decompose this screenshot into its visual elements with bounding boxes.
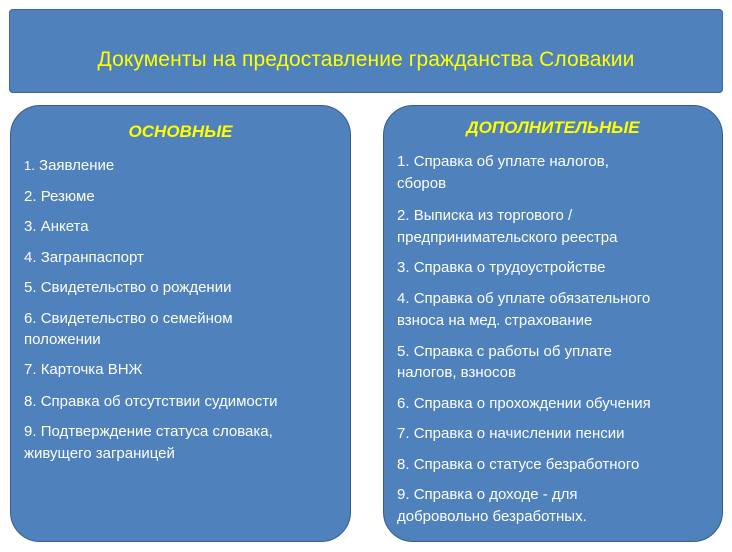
additional-item-3 xyxy=(397,257,605,278)
main-item-7 xyxy=(24,359,142,380)
page-title: Документы на предоставление гражданства Словакии xyxy=(97,48,635,71)
additional-item-8 xyxy=(397,454,639,475)
additional-documents-heading: ДОПОЛНИТЕЛЬНЫЕ xyxy=(466,118,640,137)
main-item-9-text-line2: живущего заграницей xyxy=(24,445,175,462)
additional-item-4-continuation xyxy=(397,310,592,331)
additional-item-1-text: Справка об уплате налогов, xyxy=(413,153,609,170)
additional-item-8-text: Справка о статусе безработного xyxy=(413,456,640,473)
additional-item-7-text: Справка о начислении пенсии xyxy=(413,425,625,442)
additional-item-4 xyxy=(397,288,650,309)
additional-item-7 xyxy=(397,423,625,444)
main-item-2 xyxy=(24,186,95,207)
main-item-7-number: 7. xyxy=(24,361,37,378)
main-item-4 xyxy=(24,247,144,268)
additional-item-6-number: 6. xyxy=(397,395,410,412)
additional-item-9-continuation xyxy=(397,506,587,527)
additional-item-9 xyxy=(397,484,578,505)
additional-item-8-number: 8. xyxy=(397,456,410,473)
additional-item-5-text-line2: налогов, взносов xyxy=(397,364,516,381)
additional-item-4-number: 4. xyxy=(397,290,410,307)
additional-item-9-number: 9. xyxy=(397,486,410,503)
main-item-8-text: Справка об отсутствии судимости xyxy=(40,393,278,410)
additional-item-1-number: 1. xyxy=(397,153,410,170)
main-item-9-text: Подтверждение статуса словака, xyxy=(40,423,273,440)
additional-item-1 xyxy=(397,151,609,172)
main-item-4-text: Загранпаспорт xyxy=(40,249,144,266)
additional-item-4-text: Справка об уплате обязательного xyxy=(413,290,651,307)
additional-item-1-text-line2: сборов xyxy=(397,175,447,192)
main-item-3-number: 3. xyxy=(24,218,37,235)
additional-item-9-text: Справка о доходе - для xyxy=(413,486,578,503)
main-item-6-text: Свидетельство о семейном xyxy=(40,310,233,327)
main-item-8-number: 8. xyxy=(24,393,37,410)
additional-item-6 xyxy=(397,393,651,414)
main-item-5-text: Свидетельство о рождении xyxy=(40,279,232,296)
additional-item-2-text: Выписка из торгового / xyxy=(413,207,573,224)
additional-item-6-text: Справка о прохождении обучения xyxy=(413,395,651,412)
additional-item-5-continuation xyxy=(397,362,516,383)
additional-item-1-continuation xyxy=(397,173,446,194)
additional-item-3-text: Справка о трудоустройстве xyxy=(413,259,606,276)
main-documents-heading: ОСНОВНЫЕ xyxy=(128,122,233,141)
additional-item-2-continuation xyxy=(397,227,617,248)
additional-item-2-number: 2. xyxy=(397,207,410,224)
main-item-6-continuation xyxy=(24,329,101,350)
main-item-8 xyxy=(24,391,278,412)
additional-item-5-text: Справка с работы об уплате xyxy=(413,343,613,360)
main-item-6-text-line2: положении xyxy=(24,331,101,348)
main-item-1 xyxy=(24,155,114,176)
main-documents-panel xyxy=(10,105,351,542)
additional-item-3-number: 3. xyxy=(397,259,410,276)
main-item-6-number: 6. xyxy=(24,310,37,327)
main-item-3-text: Анкета xyxy=(40,218,89,235)
additional-item-5-number: 5. xyxy=(397,343,410,360)
additional-item-2 xyxy=(397,205,572,226)
additional-item-5 xyxy=(397,341,612,362)
main-item-1-number: 1. xyxy=(24,158,35,173)
main-item-9-number: 9. xyxy=(24,423,37,440)
main-item-4-number: 4. xyxy=(24,249,37,266)
additional-documents-panel xyxy=(383,105,723,542)
additional-item-2-text-line2: предпринимательского реестра xyxy=(397,229,618,246)
additional-item-9-text-line2: добровольно безработных. xyxy=(397,508,587,525)
additional-item-4-text-line2: взноса на мед. страхование xyxy=(397,312,593,329)
main-item-2-number: 2. xyxy=(24,188,37,205)
main-item-7-text: Карточка ВНЖ xyxy=(40,361,143,378)
main-item-2-text: Резюме xyxy=(40,188,95,205)
main-item-5-number: 5. xyxy=(24,279,37,296)
main-item-1-text: Заявление xyxy=(39,157,115,174)
main-item-9-continuation xyxy=(24,443,175,464)
main-item-5 xyxy=(24,277,231,298)
title-box xyxy=(9,9,723,93)
main-item-9 xyxy=(24,421,273,442)
main-item-3 xyxy=(24,216,89,237)
additional-item-7-number: 7. xyxy=(397,425,410,442)
main-item-6 xyxy=(24,308,233,329)
